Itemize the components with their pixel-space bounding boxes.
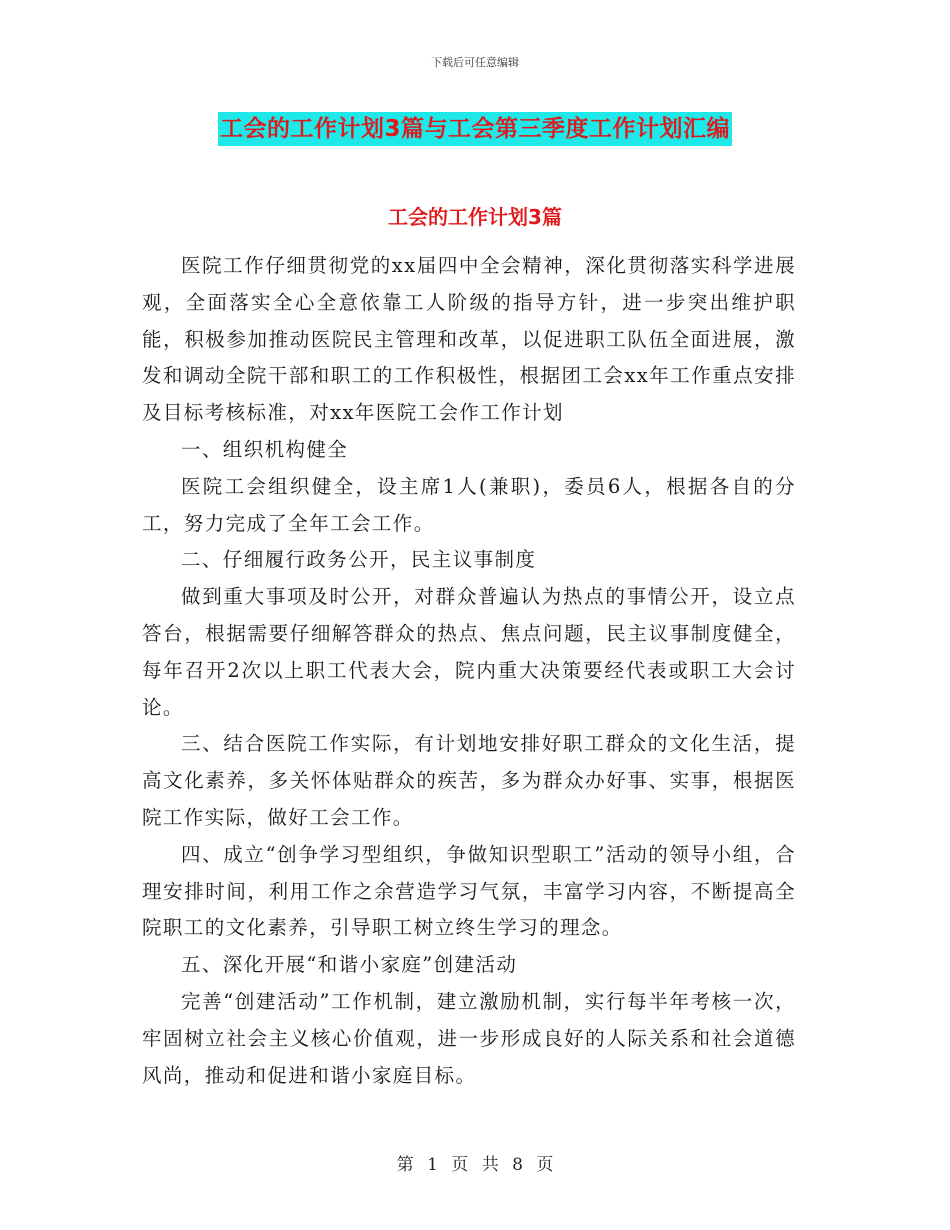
main-title-container — [0, 112, 950, 146]
paragraph-intro: 医院工作仔细贯彻党的xx届四中全会精神，深化贯彻落实科学进展观，全面落实全心全意依靠工人阶级的指导方针，进一步突出维护职能，积极参加推动医院民主管理和改革，以促进职工队伍全面进展，激发和调动全院干部和职工的工作积极性，根据团工会xx年工作重点安排及目标考核标准，对xx年医院工会作工作计划 — [142, 254, 796, 425]
paragraph-section-5: 完善“创建活动”工作机制，建立激励机制，实行每半年考核一次，牢固树立社会主义核心价值观，进一步形成良好的人际关系和社会道德风尚，推动和促进和谐小家庭目标。 — [142, 989, 796, 1087]
section-heading-5: 五、深化开展“和谐小家庭”创建活动 — [181, 953, 518, 977]
document-main-title: 工会的工作计划3篇与工会第三季度工作计划汇编 — [218, 112, 732, 146]
document-sub-title: 工会的工作计划3篇 — [388, 205, 562, 229]
paragraph-section-4: 四、成立“创争学习型组织，争做知识型职工”活动的领导小组，合理安排时间，利用工作之余营造学习气氛，丰富学习内容，不断提高全院职工的文化素养，引导职工树立终生学习的理念。 — [142, 842, 796, 940]
paragraph-section-3: 三、结合医院工作实际，有计划地安排好职工群众的文化生活，提高文化素养，多关怀体贴群众的疾苦，多为群众办好事、实事，根据医院工作实际，做好工会工作。 — [142, 732, 796, 829]
paragraph-section-2: 做到重大事项及时公开，对群众普遍认为热点的事情公开，设立点答台，根据需要仔细解答群众的热点、焦点问题，民主议事制度健全，每年召开2次以上职工代表大会，院内重大决策要经代表或职工大会讨论。 — [142, 585, 796, 719]
section-heading-1: 一、组织机构健全 — [181, 437, 349, 461]
paragraph-section-1: 医院工会组织健全，设主席1人(兼职)，委员6人，根据各自的分工，努力完成了全年工会工作。 — [142, 474, 796, 535]
header-note: 下载后可任意编辑 — [431, 56, 519, 69]
document-body — [142, 248, 796, 1094]
section-heading-2: 二、仔细履行政务公开，民主议事制度 — [181, 548, 537, 572]
page-footer: 第 1 页 共 8 页 — [396, 1155, 554, 1175]
